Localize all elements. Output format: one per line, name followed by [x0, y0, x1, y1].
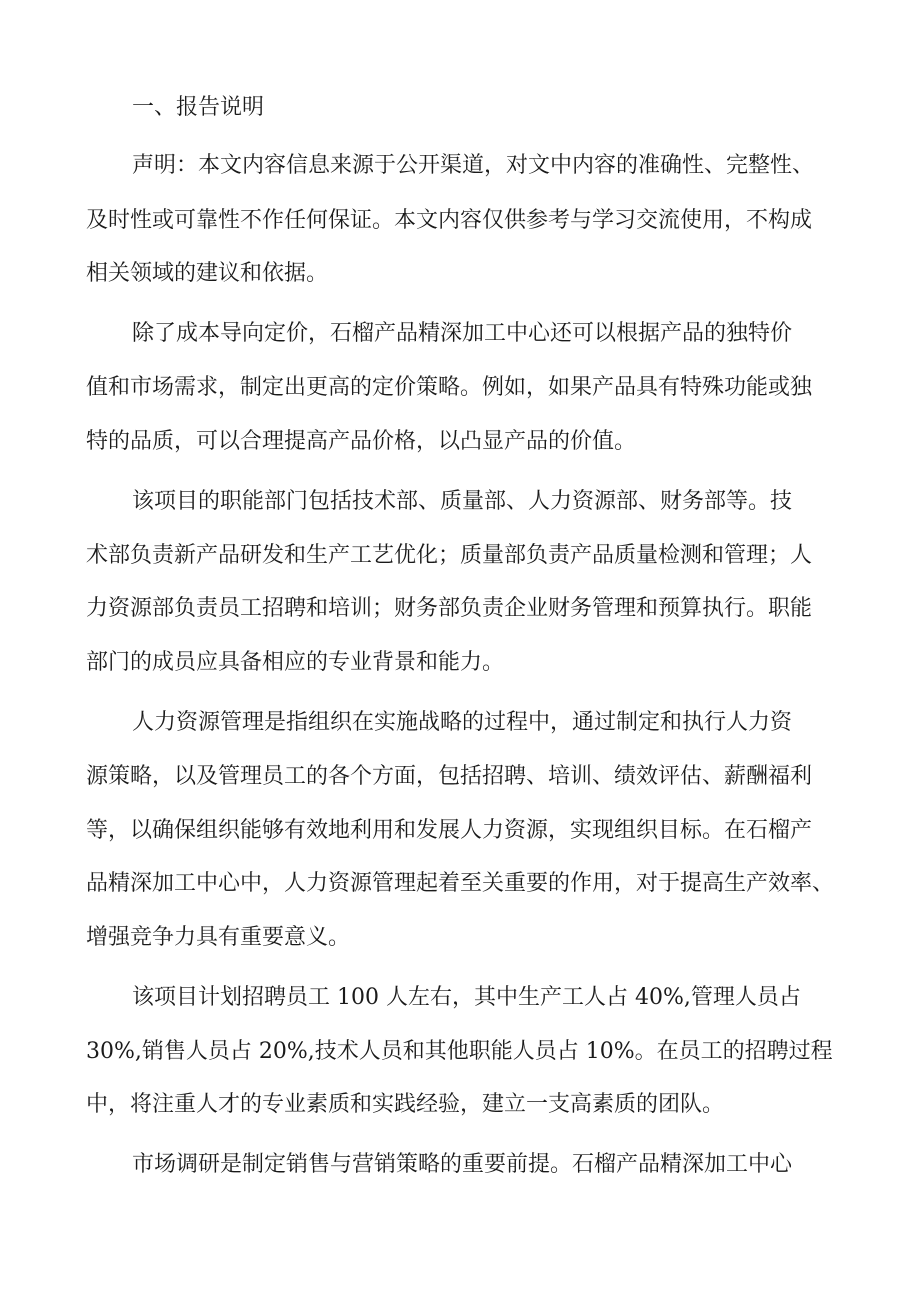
- hr-paragraph-line-4: 品精深加工中心中，人力资源管理起着至关重要的作用，对于提高生产效率、: [86, 871, 835, 896]
- departments-paragraph-line-3: 力资源部负责员工招聘和培训；财务部负责企业财务管理和预算执行。职能: [86, 596, 813, 621]
- recruitment-paragraph-line-3: 中，将注重人才的专业素质和实践经验，建立一支高素质的团队。: [86, 1092, 725, 1117]
- pricing-paragraph-line-1: 除了成本导向定价，石榴产品精深加工中心还可以根据产品的独特价: [132, 321, 793, 346]
- pricing-paragraph-line-2: 值和市场需求，制定出更高的定价策略。例如，如果产品具有特殊功能或独: [86, 375, 813, 400]
- disclaimer-line-2: 及时性或可靠性不作任何保证。本文内容仅供参考与学习交流使用，不构成: [86, 208, 813, 233]
- hr-paragraph-line-1: 人力资源管理是指组织在实施战略的过程中，通过制定和执行人力资: [132, 710, 793, 735]
- departments-paragraph-line-2: 术部负责新产品研发和生产工艺优化；质量部负责产品质量检测和管理；人: [86, 543, 813, 568]
- recruitment-paragraph-line-1: 该项目计划招聘员工 100 人左右，其中生产工人占 40%,管理人员占: [132, 985, 801, 1010]
- departments-paragraph-line-1: 该项目的职能部门包括技术部、质量部、人力资源部、财务部等。技: [132, 489, 793, 514]
- hr-paragraph-line-5: 增强竞争力具有重要意义。: [86, 925, 351, 950]
- departments-paragraph-line-4: 部门的成员应具备相应的专业背景和能力。: [86, 650, 505, 675]
- report-heading: 一、报告说明: [132, 95, 265, 120]
- recruitment-paragraph-line-2: 30%,销售人员占 20%,技术人员和其他职能人员占 10%。在员工的招聘过程: [86, 1039, 833, 1064]
- hr-paragraph-line-2: 源策略，以及管理员工的各个方面，包括招聘、培训、绩效评估、薪酬福利: [86, 764, 813, 789]
- pricing-paragraph-line-3: 特的品质，可以合理提高产品价格，以凸显产品的价值。: [86, 429, 637, 454]
- disclaimer-line-1: 声明：本文内容信息来源于公开渠道，对文中内容的准确性、完整性、: [132, 153, 815, 178]
- disclaimer-line-3: 相关领域的建议和依据。: [86, 261, 329, 286]
- hr-paragraph-line-3: 等，以确保组织能够有效地利用和发展人力资源，实现组织目标。在石榴产: [86, 818, 813, 843]
- market-research-paragraph-line-1: 市场调研是制定销售与营销策略的重要前提。石榴产品精深加工中心: [132, 1152, 793, 1177]
